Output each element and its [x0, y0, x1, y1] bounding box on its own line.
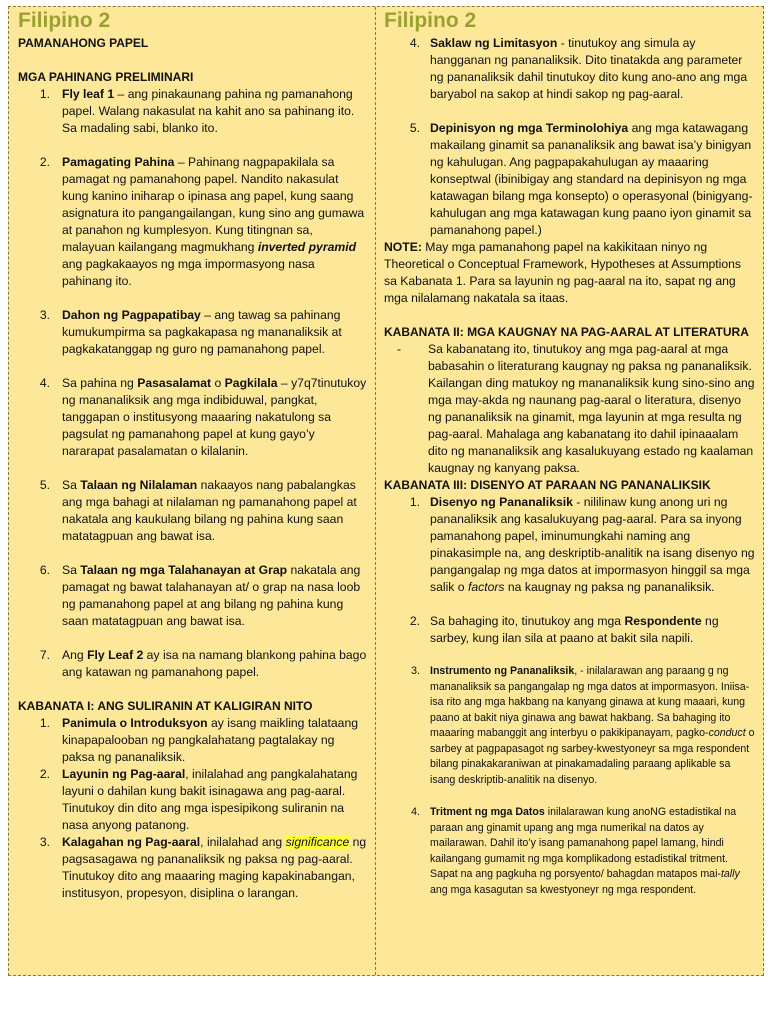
left-title: Filipino 2: [18, 9, 111, 32]
list-item: 7. Ang Fly Leaf 2 ay isa na namang blankong pahina bago ang katawan ng pamanahong papel.: [39, 648, 367, 679]
heading-pamanahong-papel: PAMANAHONG PAPEL: [18, 36, 149, 50]
right-column: [376, 7, 763, 975]
handout-sheet: [8, 6, 764, 976]
list-item: 5. Depinisyon ng mga Terminolohiya ang mga katawagang makailang ginamit sa pananaliksik ang bawat isa’y binigyan ng kahulugan. Ang pagpapakahulugan ay maaaring konseptwal (ibinibigay ang standard na depinisyon ng mga katawagan bilang mga konsepto) o operasyonal (binigyang-kahulugan ang mga katawagan kung paano iyon ginamit sa pamanahong papel.): [409, 121, 753, 237]
list-item: 1. Panimula o Introduksyon ay isang maikling talataang kinapapalooban ng pangkalahatang pagtalakay ng paksa ng pananaliksik.: [39, 716, 358, 764]
list-item: 2. Layunin ng Pag-aaral, inilalahad ang pangkalahatang layuni o dahilan kung bakit isinagawa ang pag-aaral. Tinutukoy din dito ang mga ispesipikong suliranin na nasa anyong patanong.: [39, 767, 358, 832]
list-item: 4. Tritment ng mga Datos inilalarawan kung anoNG estadistikal na paraan ang ginamit upang ang mga numerikal na datos ay mailarawan. Dahil ito’y isang pamanahong papel lamang, hindi kailangang gumamit ng mga komplikadong estadistikal tritment. Sapat na ang pagkuha ng porsyento/ bahagdan matapos mai-tally ang mga kasagutan sa kwestyoneyr ng mga respondent.: [411, 806, 740, 896]
highlighted-term: significance: [285, 835, 350, 849]
list-item: 4. Sa pahina ng Pasasalamat o Pagkilala – y7q7tinutukoy ng mananaliksik ang mga indibiduwal, pangkat, tanggapan o institusyong maaaring nakatulong sa pagsulat ng pamanahong papel at kung gayo’y nararapat pasalamatan o kilalanin.: [39, 376, 367, 458]
list-item: 6. Sa Talaan ng mga Talahanayan at Grap nakatala ang pamagat ng bawat talahanayan at/ o grap na nasa loob ng pamanahong papel at ang bilang ng pahina kung saan matatagpuan ang bawat isa.: [39, 563, 361, 628]
heading-preliminari: MGA PAHINANG PRELIMINARI: [18, 70, 194, 84]
list-item: 3. Kalagahan ng Pag-aaral, inilalahad ang significance ng pagsasagawa ng pananaliksik ng paksa ng pag-aaral. Tinutukoy dito ang maaaring maging kapakinabangan, institusyon, propesyon, disiplina o larangan.: [39, 835, 367, 900]
list-item: - Sa kabanatang ito, tinutukoy ang mga pag-aaral at mga babasahin o literaturang kaugnay ng paksa ng pananaliksik. Kailangan ding matukoy ng mananaliksik kung sino-sino ang mga may-akda ng naunang pag-aaral o literatura, disenyo ng pananaliksik na ginamit, mga layunin at mga resulta ng pag-aaral. Mahalaga ang kabanatang ito dahil ipinaaalam dito ng mananaliksik ang kasalukuyang estado ng kaalaman kaugnay ng kanyang paksa.: [396, 342, 755, 475]
heading-kabanata-1: KABANATA I: ANG SULIRANIN AT KALIGIRAN NITO: [18, 699, 313, 713]
list-item: 2. Sa bahaging ito, tinutukoy ang mga Respondente ng sarbey, kung ilan sila at paano at bakit sila napili.: [409, 614, 719, 645]
right-title: Filipino 2: [384, 9, 477, 32]
list-item: 3. Instrumento ng Pananaliksik, - inilalarawan ang paraang g ng mananaliksik sa pangangalap ng mga datos at impormasyon. Iniisa-isa rito ang mga hakbang na kanyang ginawa at kung maaari, kung paano at bakit niya ginawa ang bawat hakbang. Sa bahaging ito maaaring mabanggit ang interbyu o pakikipanayam, pagko-conduct o sarbey at pagpapasagot ng sarbey-kwestyoneyr sa mga respondent bilang pinakakaraniwan at pinakamadaling paraang aplikable sa isang deskriptib-analitik na disenyo.: [411, 665, 755, 786]
heading-kabanata-3: KABANATA III: DISENYO AT PARAAN NG PANANALIKSIK: [384, 478, 711, 492]
list-item: 5. Sa Talaan ng Nilalaman nakaayos nang pabalangkas ang mga bahagi at nilalaman ng pamanahong papel at nakatala ang kaukulang bilang ng pahina kung saan matatagpuan ang bawat isa.: [39, 478, 357, 543]
left-column: [9, 7, 376, 975]
list-item: 1. Disenyo ng Pananaliksik - nililinaw kung anong uri ng pananaliksik ang kasalukuyang pag-aaral. Para sa inyong pamanahong papel, iminumungkahi naming ang pinakasimple na, ang deskriptib-analitik na isang disenyo ng pangangalap ng mga datos at impormasyon hinggil sa mga salik o factors na kaugnay ng paksa ng pananaliksik.: [409, 495, 755, 594]
list-item: 2. Pamagating Pahina – Pahinang nagpapakilala sa pamagat ng pamanahong papel. Nandito nakasulat kung kanino iniharap o ipinasa ang papel, kung saang asignatura ito pangangailangan, kung sino ang gumawa at panahon ng kumplesyon. Kung titingnan sa, malayuan kailangang magmukhang inverted pyramid ang pagkakaayos ng mga impormasyong nasa pahinang ito.: [39, 155, 365, 288]
list-item: 4. Saklaw ng Limitasyon - tinutukoy ang simula ay hangganan ng pananaliksik. Dito tinatakda ang parameter ng pananaliksik dahil tinutukoy dito kung ano-ano ang mga baryabol na sakop at hindi sakop ng pag-aaral.: [409, 36, 748, 101]
list-item: 3. Dahon ng Pagpapatibay – ang tawag sa pahinang kumukumpirma sa pagkakapasa ng mananaliksik at pagkakatanggap ng guro ng pamanahong papel.: [39, 308, 342, 356]
heading-kabanata-2: KABANATA II: MGA KAUGNAY NA PAG-AARAL AT LITERATURA: [384, 325, 749, 339]
list-item: 1. Fly leaf 1 – ang pinakaunang pahina ng pamanahong papel. Walang nakasulat na kahit ano sa pahinang ito. Sa madaling sabi, blanko ito.: [39, 87, 355, 135]
note-paragraph: NOTE: May mga pamanahong papel na kakikitaan ninyo ng Theoretical o Conceptual Framework, Hypotheses at Assumptions sa Kabanata 1. Para sa layunin ng pag-aaral na ito, sapat ng ang mga nilalamang nakatala sa itaas.: [384, 240, 741, 305]
